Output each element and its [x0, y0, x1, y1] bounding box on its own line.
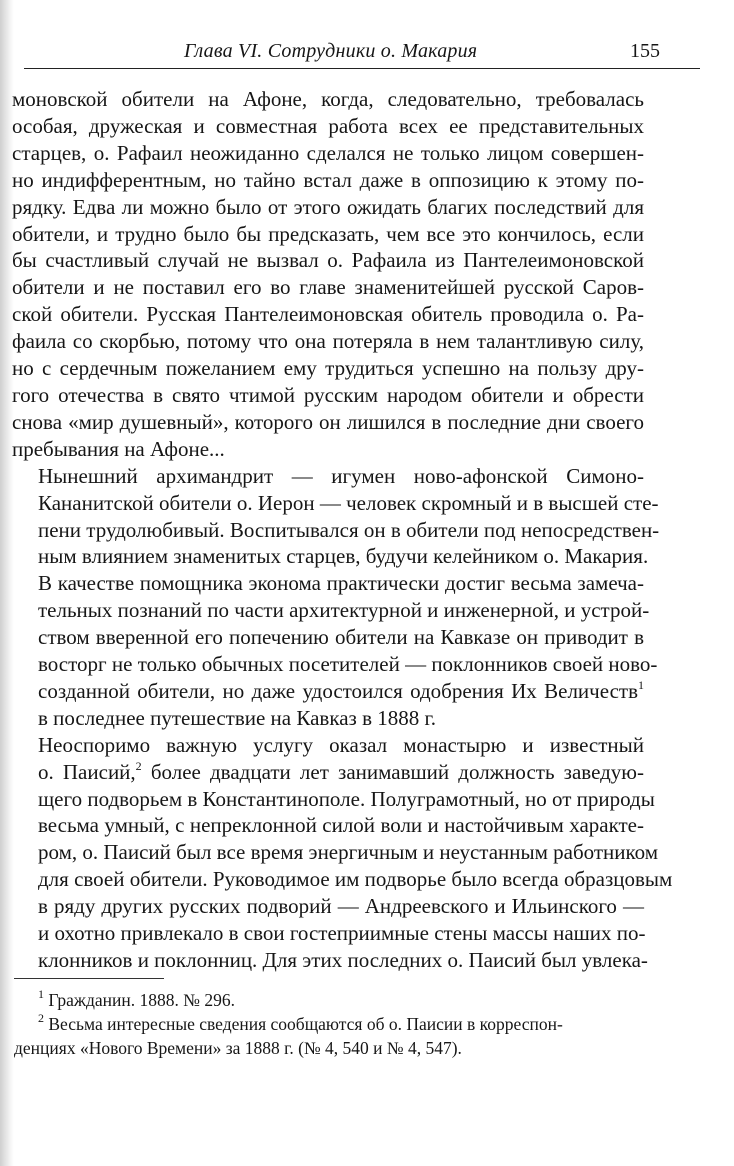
text-line: щего подворьем в Константинополе. Полуграмотный, но от природы — [38, 786, 655, 811]
text-line: особая, дружеская и совместная работа всех ее представительных — [12, 113, 644, 138]
footnote-mark: 2 — [38, 1011, 44, 1026]
running-header — [24, 38, 700, 69]
text-line: Кананитской обители о. Иерон — человек скромный и в высшей сте- — [38, 490, 659, 515]
text-line-with-footnote — [12, 678, 644, 705]
text-line: но индифферентным, но тайно встал даже в оппозицию к этому по- — [12, 167, 644, 192]
footnote-text: Гражданин. 1888. № 296. — [48, 990, 235, 1010]
text-line: для своей обители. Руководимое им подворье было всегда образцовым — [38, 867, 673, 892]
text-line: ством вверенной его попечению обители на Кавказе он приводит в — [38, 625, 644, 650]
text-line: в последнее путешествие на Кавказ в 1888 г. — [38, 705, 436, 730]
footnote-ref-2[interactable]: 2 — [135, 758, 142, 773]
text-line: снова «мир душевный», которого он лишился в последние дни своего — [12, 409, 644, 434]
text-line: Неоспоримо важную услугу оказал монастырю и известный — [38, 732, 644, 757]
text-line: созданной обители, но даже удостоился одобрения Их Величеств — [38, 678, 638, 703]
text-line: пени трудолюбивый. Воспитывался он в обители под непосредствен- — [38, 517, 660, 542]
text-line: моновской обители на Афоне, когда, следовательно, требовалась — [12, 87, 644, 111]
text-line: но с сердечным пожеланием ему трудиться успешно на пользу дру- — [12, 356, 644, 381]
chapter-title: Глава VI. Сотрудники о. Макария — [184, 40, 478, 62]
text-line: обители и не поставил его во главе знаменитейшей русской Саров- — [12, 275, 644, 300]
footnote-text: Весьма интересные сведения сообщаются об о. Паисии в корреспон- — [48, 1014, 563, 1034]
text-line: гого отечества в свято чтимой русским народом обители и обрести — [12, 382, 644, 407]
text-line: восторг не только обычных посетителей — поклонников своей ново- — [38, 652, 658, 677]
text-line: ром, о. Паисий был все время энергичным и неустанным работником — [38, 840, 659, 865]
page-number: 155 — [630, 40, 660, 62]
text-line: клонников и поклонниц. Для этих последних о. Паисий был увлека- — [38, 948, 648, 972]
text-line: рядку. Едва ли можно было от этого ожидать благих последствий для — [12, 194, 644, 219]
text-line: ным влиянием знаменитых старцев, будучи келейником о. Макария. — [38, 544, 649, 569]
text-line: более двадцати лет занимавший должность заведую- — [150, 759, 644, 784]
body-text — [12, 86, 673, 974]
text-line: ской обители. Русская Пантелеимоновская обитель проводила о. Ра- — [12, 302, 644, 327]
text-line: В качестве помощника эконома практически достиг весьма замеча- — [38, 571, 644, 596]
footnote-ref-1[interactable]: 1 — [638, 677, 644, 692]
text-line-with-footnote — [12, 759, 644, 786]
text-line: обители, и трудно было бы предсказать, чем все это кончилось, если — [12, 221, 644, 246]
paragraph — [12, 732, 673, 974]
footnote-text: денциях «Нового Времени» за 1888 г. (№ 4, 540 и № 4, 547). — [14, 1038, 462, 1058]
text-line: в ряду других русских подворий — Андреевского и Ильинского — — [38, 894, 644, 919]
paragraph — [12, 463, 660, 732]
text-line: старцев, о. Рафаил неожиданно сделался не только лицом совершен- — [12, 140, 644, 165]
footnotes — [14, 988, 644, 1060]
text-line: и охотно привлекало в свои гостеприимные стены массы наших по- — [38, 921, 646, 946]
text-line: бы счастливый случай не вызвал о. Рафаила из Пантелеимоновской — [12, 248, 644, 273]
text-line: о. Паисий, — [38, 759, 136, 784]
text-line: весьма умный, с непреклонной силой воли и настойчивым характе- — [38, 813, 644, 838]
text-line: пребывания на Афоне... — [12, 436, 225, 461]
footnote-1 — [14, 988, 644, 1012]
text-line: Нынешний архимандрит — игумен ново-афонской Симоно- — [38, 463, 644, 488]
footnote-2 — [14, 1012, 644, 1060]
footnote-mark: 1 — [38, 987, 44, 1002]
text-line: тельных познаний по части архитектурной и инженерной, и устрой- — [38, 598, 650, 623]
paragraph — [12, 86, 644, 463]
footnote-divider — [14, 978, 164, 979]
text-line: фаила со скорбью, потому что она потеряла в нем талантливую силу, — [12, 329, 644, 354]
